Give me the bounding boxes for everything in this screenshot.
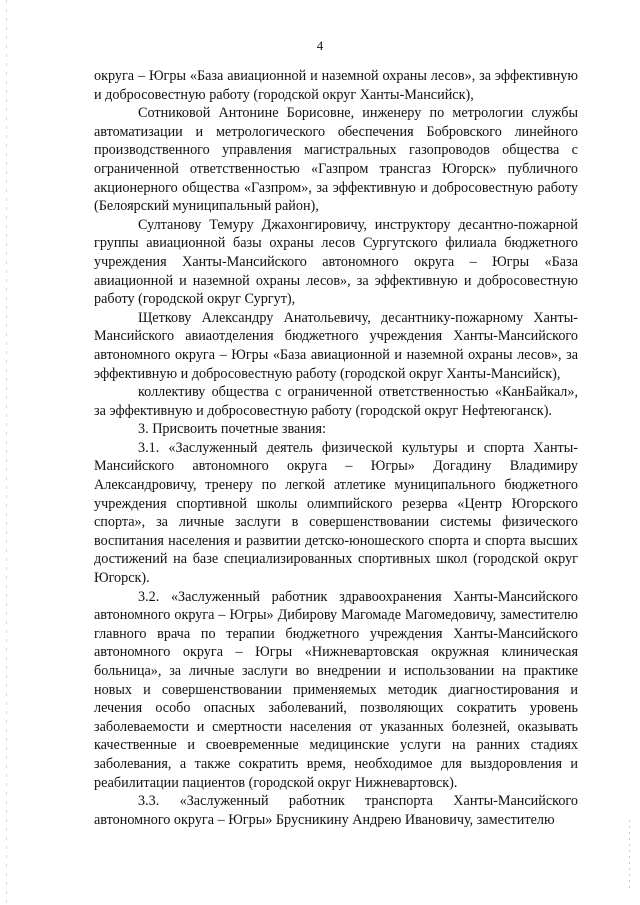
scan-edge-left xyxy=(6,0,7,905)
paragraph-8: 3.2. «Заслуженный работник здравоохранения Ханты-Мансийского автономного округа – Югры» Дибирову Магомаде Магомедовичу, заместителю главного врача по терапии бюджетного учреждения Ханты-Мансийского автономного округа – Югры «Нижневартовская окружная клиническая больница», за личные заслуги во внедрении и использовании на практике новых и совершенствовании применяемых методик диагностирования и лечения особо опасных заболеваний, позволяющих сократить уровень заболеваемости и смертности населения от указанных болезней, оказывать качественные и своевременные медицинские услуги на ранних стадиях заболевания, а также сократить время, необходимое для выздоровления и реабилитации пациентов (городской округ Нижневартовск). xyxy=(94,588,578,791)
paragraph-3: Султанову Темуру Джахонгировичу, инструктору десантно-пожарной группы авиационной базы охраны лесов Сургутского филиала бюджетного учреждения Ханты-Мансийского автономного округа – Югры «База авиационной и наземной охраны лесов», за эффективную и добросовестную работу (городской округ Сургут), xyxy=(94,216,578,308)
paragraph-9: 3.3. «Заслуженный работник транспорта Ханты-Мансийского автономного округа – Югры» Брусникину Андрею Ивановичу, заместителю xyxy=(94,793,578,828)
paragraph-6: 3. Присвоить почетные звания: xyxy=(138,421,326,438)
scan-edge-right xyxy=(629,820,630,890)
paragraph-4: Щеткову Александру Анатольевичу, десантнику-пожарному Ханты-Мансийского авиаотделения бюджетного учреждения Ханты-Мансийского автономного округа – Югры «База авиационной и наземной охраны лесов», за эффективную и добросовестную работу (городской округ Ханты-Мансийск), xyxy=(94,309,578,382)
paragraph-7: 3.1. «Заслуженный деятель физической культуры и спорта Ханты-Мансийского автономного округа – Югры» Догадину Владимиру Александровичу, тренеру по легкой атлетике муниципального бюджетного учреждения спортивной школы олимпийского резерва «Центр Югорского спорта», за личные заслуги в совершенствовании системы физического воспитания населения и развитии детско-юношеского спорта и спорта высших достижений на базе специализированных спортивных школ (городской округ Югорск). xyxy=(94,439,578,587)
paragraph-5: коллективу общества с ограниченной ответственностью «КанБайкал», за эффективную и добросовестную работу (городской округ Нефтеюганск). xyxy=(94,384,578,419)
document-body xyxy=(94,67,578,829)
page-number: 4 xyxy=(316,38,324,53)
paragraph-2: Сотниковой Антонине Борисовне, инженеру по метрологии службы автоматизации и метрологического обеспечения Бобровского линейного производственного управления магистральных газопроводов общества с ограниченной ответственностью «Газпром трансгаз Югорск» публичного акционерного общества «Газпром», за эффективную и добросовестную работу (Белоярский муниципальный район), xyxy=(94,105,578,215)
paragraph-1: округа – Югры «База авиационной и наземной охраны лесов», за эффективную и добросовестную работу (городской округ Ханты-Мансийск), xyxy=(94,68,578,103)
